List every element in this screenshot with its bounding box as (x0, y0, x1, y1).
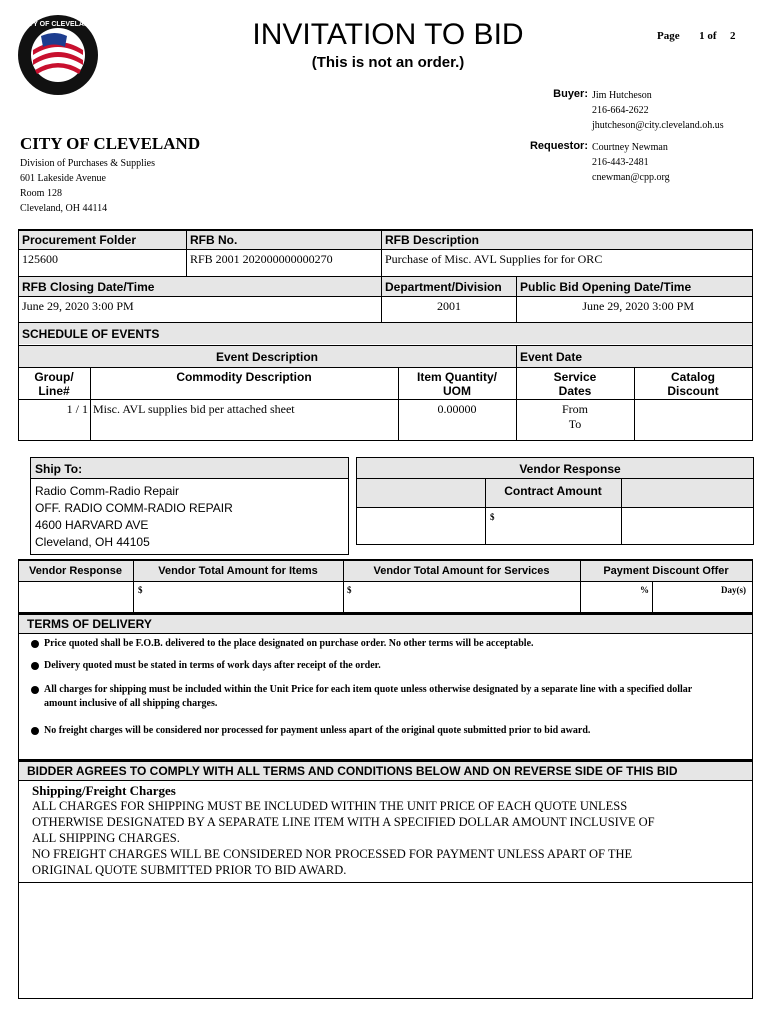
bullet-icon (31, 686, 39, 694)
discount-percent: % (640, 585, 649, 595)
col-catalog-1: Catalog (670, 370, 715, 384)
closing-value: June 29, 2020 3:00 PM (22, 299, 134, 313)
col-catalog-2: Discount (667, 384, 719, 398)
vendor-response-input[interactable] (20, 583, 130, 611)
page-total: 2 (730, 30, 736, 42)
page-of: of (707, 30, 717, 42)
procurement-folder-label: Procurement Folder (22, 233, 137, 247)
issuer-division: Division of Purchases & Supplies (20, 158, 155, 169)
contract-amount-input[interactable] (499, 508, 617, 542)
department-value: 2001 (437, 299, 461, 313)
issuer-address (20, 156, 155, 216)
buyer-info (592, 88, 724, 133)
event-description-label: Event Description (215, 350, 319, 364)
col-catalog-discount (634, 370, 752, 398)
document-subtitle: (This is not an order.) (311, 54, 465, 71)
buyer-email: jhutcheson@city.cleveland.oh.us (592, 120, 724, 131)
rfb-description-value: Purchase of Misc. AVL Supplies for for ORC (385, 252, 603, 266)
row-service-from: From (561, 402, 588, 416)
col-group-line-1: Group/ (34, 370, 74, 384)
ship-to-box (30, 457, 349, 555)
services-total-label: Vendor Total Amount for Services (373, 565, 550, 577)
opening-label: Public Bid Opening Date/Time (520, 280, 692, 294)
issuer-address-line: 601 Lakeside Avenue (20, 173, 106, 184)
ship-to-line: Cleveland, OH 44105 (35, 535, 150, 549)
ship-to-address (35, 483, 233, 551)
document-title: INVITATION TO BID (252, 18, 524, 51)
requestor-email: cnewman@cpp.org (592, 172, 670, 183)
event-date-label: Event Date (520, 350, 583, 364)
ship-to-line: Radio Comm-Radio Repair (35, 484, 180, 498)
buyer-label: Buyer: (553, 88, 588, 100)
requestor-label: Requestor: (529, 140, 588, 152)
services-total-currency: $ (347, 585, 352, 595)
opening-value: June 29, 2020 3:00 PM (582, 299, 694, 313)
discount-offer-label: Payment Discount Offer (603, 565, 729, 577)
issuer-address-line: Cleveland, OH 44114 (20, 203, 108, 214)
terms-item: Delivery quoted must be stated in terms of work days after receipt of the order. (44, 660, 381, 671)
vendor-response-box (356, 457, 754, 545)
terms-title: TERMS OF DELIVERY (27, 617, 152, 631)
requestor-name: Courtney Newman (592, 142, 668, 153)
page-label: Page (657, 30, 680, 42)
rfb-no-label: RFB No. (190, 233, 238, 247)
agreement-line: OTHERWISE DESIGNATED BY A SEPARATE LINE ITEM WITH A SPECIFIED DOLLAR AMOUNT INCLUSIVE OF (32, 815, 655, 829)
row-service-to: To (568, 417, 582, 431)
issuer-name: CITY OF CLEVELAND (20, 134, 201, 153)
col-commodity: Commodity Description (176, 370, 312, 384)
schedule-title: SCHEDULE OF EVENTS (22, 327, 160, 341)
agreement-title: BIDDER AGREES TO COMPLY WITH ALL TERMS AND CONDITIONS BELOW AND ON REVERSE SIDE OF THIS BID (27, 764, 678, 778)
requestor-info (592, 140, 670, 185)
agreement-line: ALL SHIPPING CHARGES. (32, 831, 180, 845)
contract-amount-label: Contract Amount (504, 484, 602, 498)
col-quantity-2: UOM (443, 384, 471, 398)
issuer-address-line: Room 128 (20, 188, 62, 199)
row-commodity: Misc. AVL supplies bid per attached sheet (93, 402, 295, 416)
row-service-dates (516, 402, 634, 432)
ship-to-line: OFF. RADIO COMM-RADIO REPAIR (35, 501, 233, 515)
terms-item: All charges for shipping must be included within the Unit Price for each item quote unless otherwise designated by a separate line with a specified dollar amount inclusive of all shipping charges. (44, 684, 693, 709)
rfb-description-label: RFB Description (385, 233, 480, 247)
discount-days: Day(s) (721, 585, 746, 595)
ship-to-label: Ship To: (35, 462, 83, 476)
city-seal (17, 14, 99, 96)
agreement-line: ORIGINAL QUOTE SUBMITTED PRIOR TO BID AWARD. (32, 863, 347, 877)
vendor-response-title: Vendor Response (519, 462, 621, 476)
bullet-icon (31, 640, 39, 648)
page-indicator (657, 30, 736, 42)
page-current: 1 (699, 30, 705, 42)
items-total-label: Vendor Total Amount for Items (158, 565, 318, 577)
requestor-phone: 216-443-2481 (592, 157, 649, 168)
terms-item: Price quoted shall be F.O.B. delivered to the place designated on purchase order. No other terms will be acceptable. (44, 638, 534, 649)
col-service-1: Service (553, 370, 597, 384)
items-total-currency: $ (138, 585, 143, 595)
col-group-line (18, 370, 90, 398)
bullet-icon (31, 727, 39, 735)
vendor-response-label: Vendor Response (29, 565, 122, 577)
row-line-number: 1 / 1 (66, 402, 88, 416)
buyer-phone: 216-664-2622 (592, 105, 649, 116)
col-quantity (398, 370, 516, 398)
buyer-name: Jim Hutcheson (592, 90, 652, 101)
col-service-2: Dates (558, 384, 592, 398)
contract-amount-currency: $ (490, 512, 495, 522)
col-group-line-2: Line# (38, 384, 70, 398)
row-quantity: 0.00000 (437, 402, 477, 416)
rfb-no-value: RFB 2001 202000000000270 (190, 252, 333, 266)
agreement-line: ALL CHARGES FOR SHIPPING MUST BE INCLUDED WITHIN THE UNIT PRICE OF EACH QUOTE UNLESS (32, 799, 628, 813)
ship-to-line: 4600 HARVARD AVE (35, 518, 149, 532)
agreement-line: NO FREIGHT CHARGES WILL BE CONSIDERED NOR PROCESSED FOR PAYMENT UNLESS APART OF THE (32, 847, 633, 861)
department-label: Department/Division (385, 280, 502, 294)
col-quantity-1: Item Quantity/ (416, 370, 497, 384)
terms-item: No freight charges will be considered nor processed for payment unless apart of the original quote submitted prior to bid award. (44, 725, 591, 736)
procurement-folder-value: 125600 (22, 252, 58, 266)
agreement-subheading: Shipping/Freight Charges (32, 783, 176, 798)
col-service-dates (516, 370, 634, 398)
bullet-icon (31, 662, 39, 670)
services-total-input[interactable] (356, 583, 577, 611)
items-total-input[interactable] (146, 583, 340, 611)
svg-text:CITY OF CLEVELAND: CITY OF CLEVELAND (21, 21, 95, 28)
agreement-body (32, 798, 655, 878)
closing-label: RFB Closing Date/Time (22, 280, 155, 294)
